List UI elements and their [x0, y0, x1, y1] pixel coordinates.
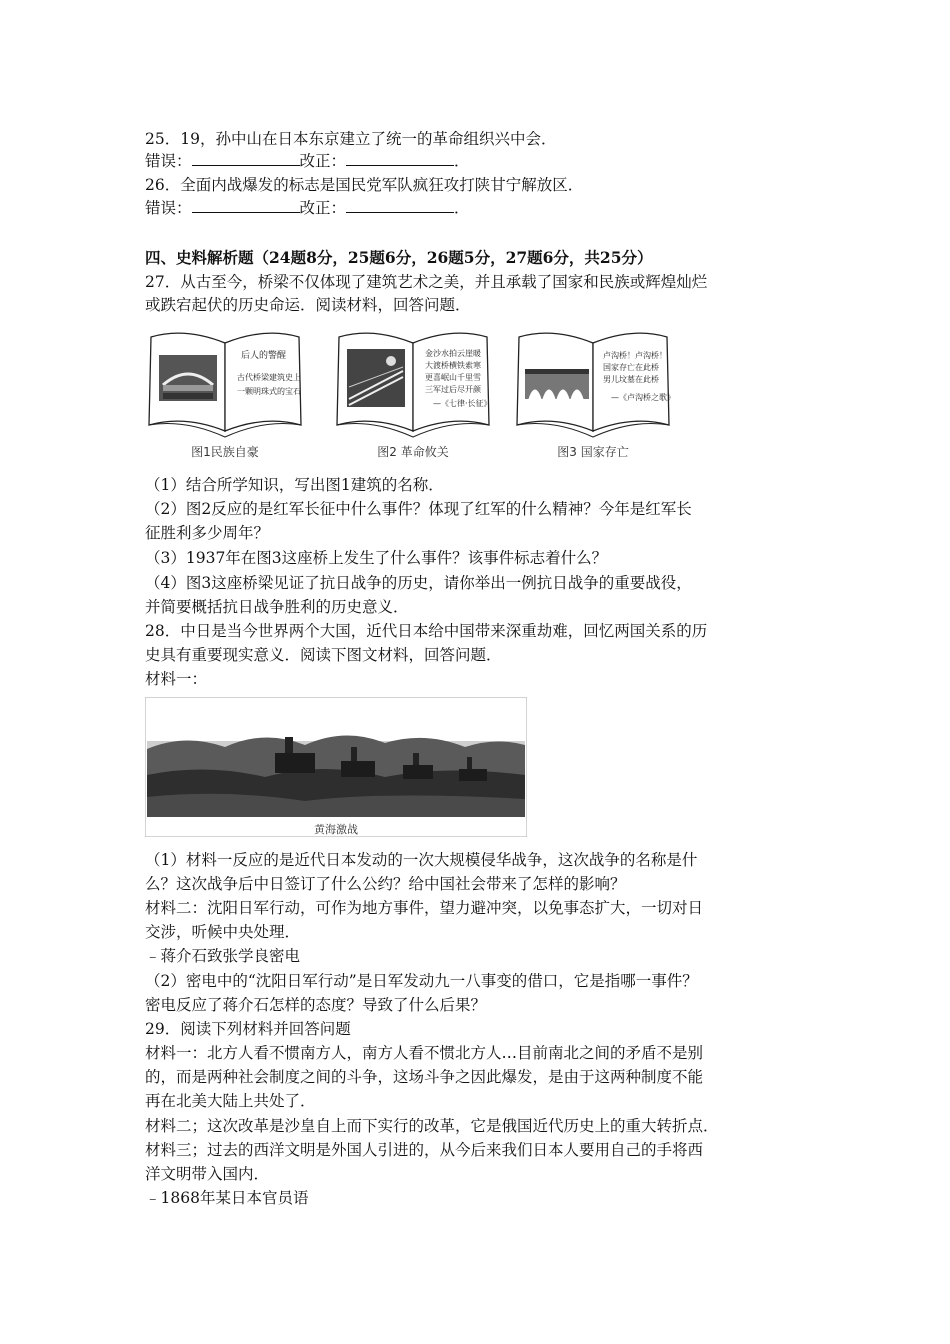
q26-fix-blank[interactable] [346, 198, 454, 213]
q28-intro-1: 28．中日是当今世界两个大国，近代日本给中国带来深重劫难，回忆两国关系的历 [145, 622, 708, 640]
q28-sub1-1: （1）材料一反应的是近代日本发动的一次大规模侵华战争，这次战争的名称是什 [145, 851, 698, 869]
figure-3-page-line-1: 卢沟桥！卢沟桥！ [603, 351, 667, 360]
q28-sub2-1: （2）密电中的“沈阳日军行动”是日军发动九一八事变的借口，它是指哪一事件？ [145, 972, 698, 990]
figure-1-page-line-2: 一颗明珠式的宝石 [237, 387, 301, 396]
q29-material2: 材料二；这次改革是沙皇自上而下实行的改革，它是俄国近代历史上的重大转折点． [145, 1117, 719, 1135]
q27-sub2-1: （2）图2反应的是红军长征中什么事件？体现了红军的什么精神？今年是红军长 [145, 500, 692, 518]
naval-battle-photo [145, 697, 527, 837]
q27-intro-1: 27．从古至今，桥梁不仅体现了建筑艺术之美，并且承载了国家和民族或辉煌灿烂 [145, 273, 708, 291]
q25-answer-line [145, 150, 470, 172]
figure-1 [145, 327, 305, 462]
q25-fix-blank[interactable] [346, 151, 454, 166]
q28-intro-2: 史具有重要现实意义．阅读下图文材料，回答问题． [145, 646, 502, 664]
q27-intro-2: 或跌宕起伏的历史命运．阅读材料，回答问题． [145, 296, 471, 314]
figure-2-page-line-1: 金沙水拍云崖暖 [425, 349, 481, 358]
q28-sub1-2: 么？这次战争后中日签订了什么公约？给中国社会带来了怎样的影响？ [145, 875, 626, 893]
figure-2-page-line-3: 更喜岷山千里雪 [425, 373, 481, 382]
q25-error-blank[interactable] [192, 151, 300, 166]
q26-fix-label: 改正： [299, 199, 347, 217]
q26-text: 26．全面内战爆发的标志是国民党军队疯狂攻打陕甘宁解放区． [145, 176, 584, 194]
q27-sub3: （3）1937年在图3这座桥上发生了什么事件？该事件标志着什么？ [145, 549, 608, 567]
q29-material3-source: ﹣1868年某日本官员语 [145, 1189, 309, 1207]
figure-3-page-line-3: 男儿坟墓在此桥 [603, 375, 659, 384]
q27-sub4-2: 并简要概括抗日战争胜利的历史意义． [145, 598, 409, 616]
q26-end: ． [454, 199, 470, 217]
q25-fix-label: 改正： [299, 152, 347, 170]
figure-1-page-title: 后人的警醒 [241, 351, 287, 361]
figure-1-page-line-1: 古代桥梁建筑史上 [237, 373, 301, 382]
q29-material1-2: 的，而是两种社会制度之间的斗争，这场斗争之因此爆发，是由于这两种制度不能 [145, 1068, 704, 1086]
figure-3-page-line-2: 国家存亡在此桥 [603, 363, 659, 372]
q29-intro: 29．阅读下列材料并回答问题 [145, 1020, 351, 1038]
q25-text: 25．19，孙中山在日本东京建立了统一的革命组织兴中会． [145, 130, 557, 148]
figure-2-page-line-2: 大渡桥横铁索寒 [425, 361, 481, 370]
q28-material2-2: 交涉，听候中央处理． [145, 923, 301, 941]
q27-figures [145, 327, 675, 462]
figure-2 [333, 327, 493, 462]
q28-material2-1: 材料二：沈阳日军行动，可作为地方事件，望力避冲突，以免事态扩大，一切对日 [145, 899, 704, 917]
figure-2-page-line-4: 三军过后尽开颜 [425, 385, 481, 394]
open-book-icon [145, 327, 305, 443]
q27-sub1: （1）结合所学知识，写出图1建筑的名称． [145, 476, 444, 494]
q26-error-label: 错误： [145, 199, 192, 217]
q29-material3-1: 材料三；过去的西洋文明是外国人引进的，从今后来我们日本人要用自己的手将西 [145, 1141, 704, 1159]
open-book-icon [513, 327, 673, 443]
figure-3-caption: 图3 国家存亡 [557, 445, 629, 459]
q27-sub2-2: 征胜利多少周年？ [145, 524, 270, 542]
photo-caption: 黄海激战 [314, 823, 358, 836]
q26-error-blank[interactable] [192, 198, 300, 213]
warship-photo-image [145, 697, 527, 837]
q28-sub2-2: 密电反应了蒋介石怎样的态度？导致了什么后果？ [145, 996, 487, 1014]
figure-2-page-line-5: —《七律·长征》 [433, 399, 492, 408]
figure-2-caption: 图2 革命攸关 [377, 445, 449, 459]
figure-1-caption: 图1民族自豪 [191, 445, 259, 459]
q28-material1-label: 材料一： [145, 670, 208, 688]
q29-material1-1: 材料一：北方人看不惯南方人，南方人看不惯北方人…目前南北之间的矛盾不是别 [145, 1044, 704, 1062]
q25-error-label: 错误： [145, 152, 192, 170]
q27-sub4-1: （4）图3这座桥梁见证了抗日战争的历史，请你举出一例抗日战争的重要战役， [145, 574, 692, 592]
q29-material1-3: 再在北美大陆上共处了． [145, 1092, 316, 1110]
q29-material3-2: 洋文明带入国内． [145, 1165, 270, 1183]
figure-3 [513, 327, 673, 462]
q28-material2-source: ﹣蒋介石致张学良密电 [145, 947, 301, 965]
section4-title: 四、史料解析题（24题8分，25题6分，26题5分，27题6分，共25分） [145, 248, 653, 267]
figure-3-page-line-4: —《卢沟桥之歌》 [611, 393, 675, 402]
q26-answer-line [145, 197, 470, 219]
q25-end: ． [454, 152, 470, 170]
